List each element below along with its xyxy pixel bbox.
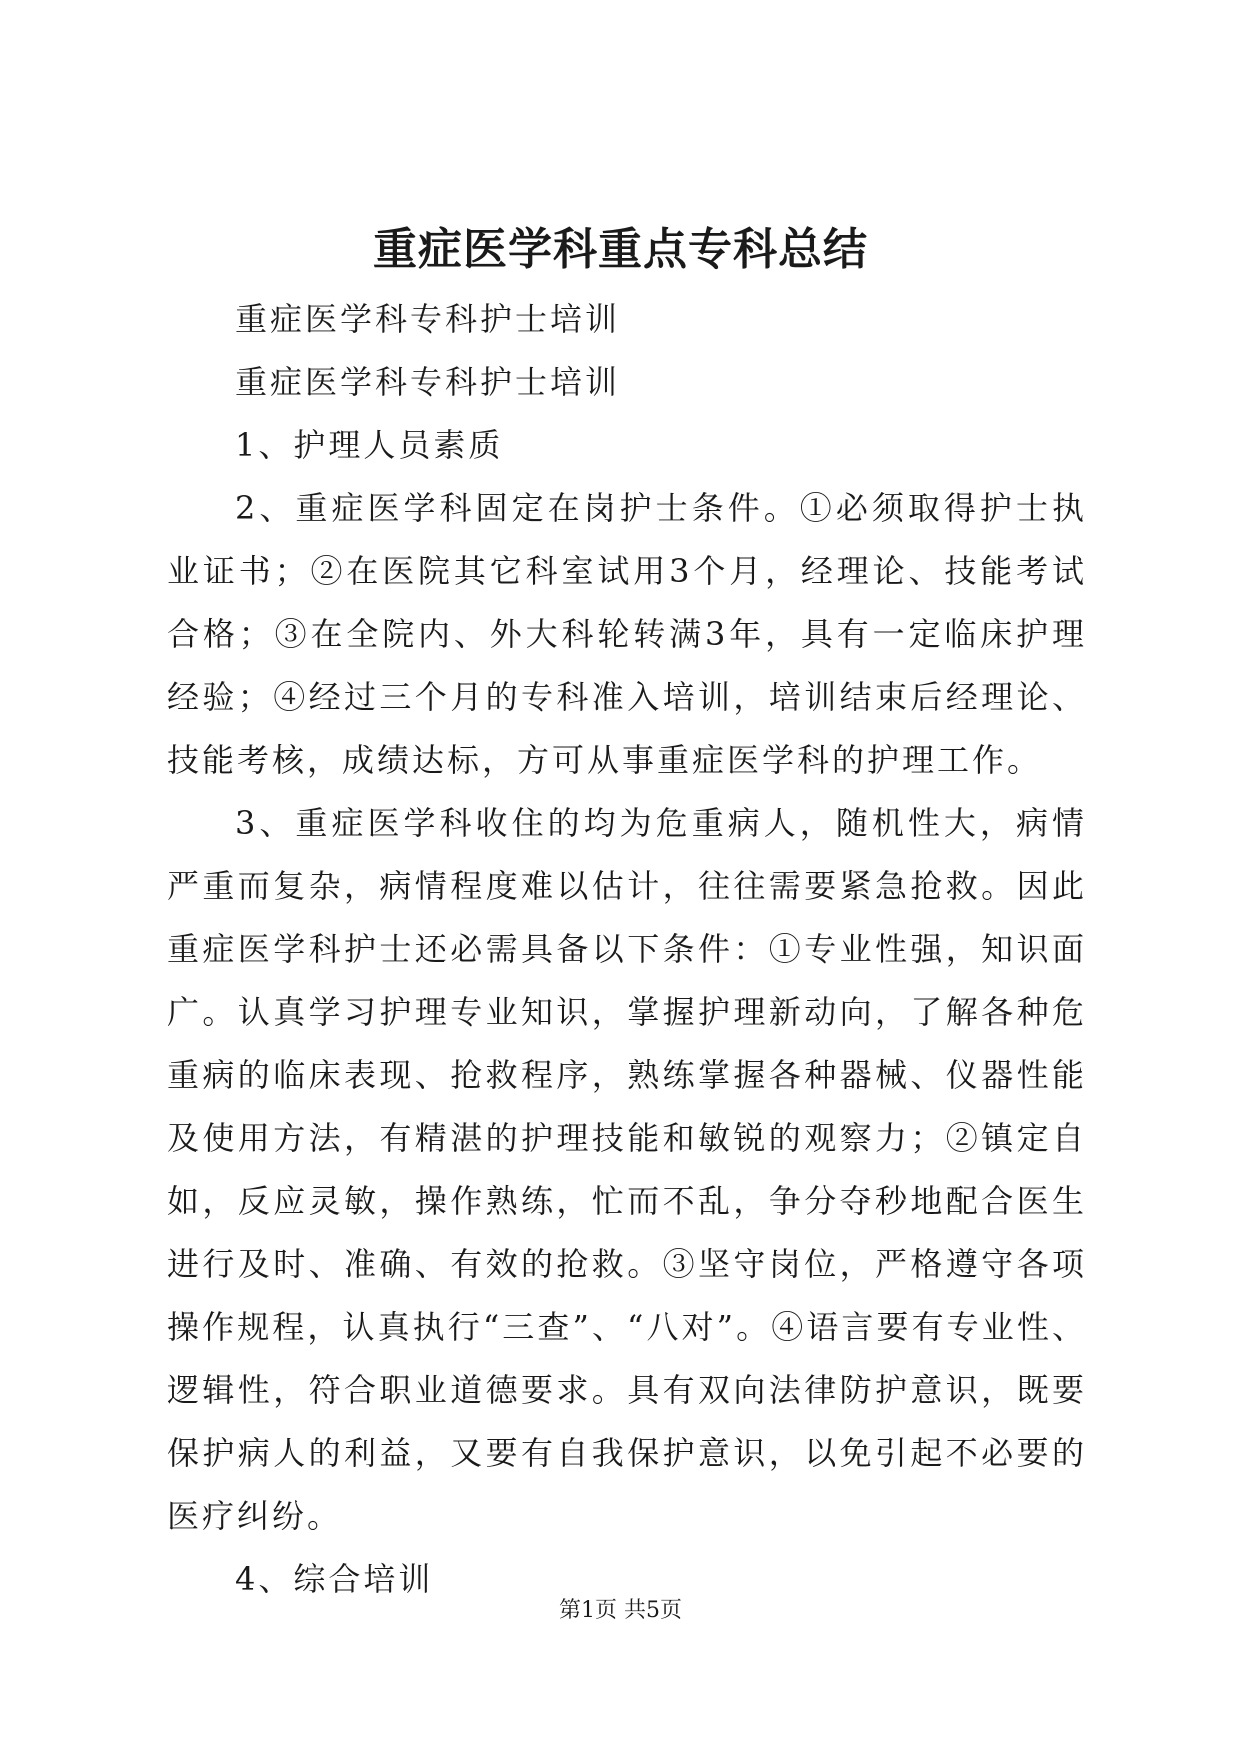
- document-body: [167, 288, 1087, 1611]
- paragraph-subtitle-1: 重症医学科专科护士培训: [235, 300, 621, 338]
- page-indicator: 第1页 共5页: [559, 1598, 682, 1623]
- paragraph-section-3: 3、重症医学科收住的均为危重病人，随机性大，病情严重而复杂，病情程度难以估计，往往需要紧急抢救。因此重症医学科护士还必需具备以下条件：①专业性强，知识面广。认真学习护理专业知识，掌握护理新动向，了解各种危重病的临床表现、抢救程序，熟练掌握各种器械、仪器性能及使用方法，有精湛的护理技能和敏锐的观察力；②镇定自如，反应灵敏，操作熟练，忙而不乱，争分夺秒地配合医生进行及时、准确、有效的抢救。③坚守岗位，严格遵守各项操作规程，认真执行“三查”、“八对”。④语言要有专业性、逻辑性，符合职业道德要求。具有双向法律防护意识，既要保护病人的利益，又要有自我保护意识，以免引起不必要的医疗纠纷。: [167, 804, 1087, 1535]
- paragraph-section-1: 1、护理人员素质: [235, 426, 504, 464]
- paragraph-section-2: 2、重症医学科固定在岗护士条件。①必须取得护士执业证书；②在医院其它科室试用3个月，经理论、技能考试合格；③在全院内、外大科轮转满3年，具有一定临床护理经验；④经过三个月的专科准入培训，培训结束后经理论、技能考核，成绩达标，方可从事重症医学科的护理工作。: [167, 489, 1087, 779]
- document-title: 重症医学科重点专科总结: [373, 224, 868, 275]
- paragraph-subtitle-2: 重症医学科专科护士培训: [235, 363, 621, 401]
- paragraph-section-4: 4、综合培训: [235, 1560, 434, 1598]
